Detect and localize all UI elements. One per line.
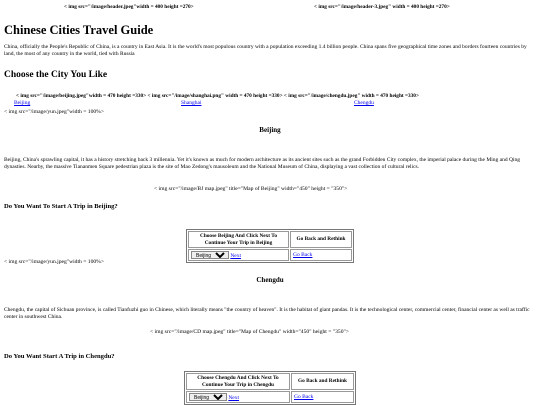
chengdu-city-select[interactable] (189, 393, 227, 401)
city-link-shanghai[interactable]: Shanghai (181, 100, 202, 106)
chengdu-table-header-choose: Choose Chengdu And Click Next To Continue Your Trip in Chengdu (186, 373, 290, 390)
city-link-chengdu[interactable]: Chengdu (354, 100, 374, 106)
beijing-table-header-choose: Choose Beijing And Click Next To Continue Your Trip in Beijing (188, 231, 289, 248)
beijing-trip-table (186, 229, 354, 263)
beijing-go-back-link[interactable]: Go Back (293, 252, 313, 258)
chengdu-table-header-back: Go Back and Rethink (291, 373, 354, 390)
chengdu-question: Do You Want Start A Trip in Chengdu? (4, 353, 115, 360)
beijing-table-back-cell (290, 249, 352, 261)
beijing-city-select[interactable] (191, 251, 229, 259)
beijing-description: Beijing, China's sprawling capital, it has a history stretching back 3 millennia. Yet it's known as much for modern architecture as its ancient sites such as the grand Forbidden City complex, the imperial palace during the Ming and Qing dynasties. Nearby, the massive Tiananmen Square pedestrian plaza is the site of Mao Zedong's mausoleum and the National Museum of China, displaying a vast collection of cultural relics. (4, 157, 520, 170)
chengdu-title: Chengdu (256, 276, 284, 284)
beijing-next-link[interactable]: Next (230, 253, 242, 259)
beijing-table-controls (188, 249, 289, 261)
beijing-question: Do You Want To Start A Trip in Beijing? (4, 203, 118, 210)
page-title: Chinese Cities Travel Guide (4, 23, 154, 37)
beijing-map-placeholder: < img src="/image/BJ map.jpeg" title="Map of Beijing" width="450" height = "350"> (154, 186, 348, 192)
beijing-title: Beijing (259, 126, 281, 134)
chengdu-table-back-cell (291, 391, 354, 403)
chengdu-yun-image-placeholder: < img src="/image/yun.jpeg"width = 100%> (4, 259, 104, 265)
chengdu-next-link[interactable]: Next (228, 395, 240, 401)
beijing-yun-image-placeholder: < img src="/image/yun.jpeg"width = 100%> (4, 109, 104, 115)
header-image-left: < img src="/image/header.jpeg"width = 400 height =270> (64, 4, 194, 10)
chengdu-trip-table (184, 371, 356, 405)
choose-city-heading: Choose the City You Like (4, 70, 108, 80)
chengdu-table-controls (186, 391, 290, 403)
chengdu-description: Chengdu, the capital of Sichuan province, is called Tianfuzhi guo in Chinese, which literally means "the country of heaven". It is the habitat of giant pandas. It is the technological center, commercial center, financial center as well as traffic center in southwest China. (4, 307, 530, 320)
city-images-placeholder: < img src="/image/beijing.jpeg"width = 470 height =330> < img src="/image/shanghai.png" width = 470 height =330> < img src="/image/chengdu.jpeg" width = 470 height =330> (16, 93, 419, 99)
city-link-beijing[interactable]: Beijing (14, 100, 31, 106)
intro-paragraph: China, officially the People's Republic of China, is a country in East Asia. It is the world's most populous country with a population exceeding 1.4 billion people. China spans five geographical time zones and borders fourteen countries by land, the most of any country in the world, tied with Russia (4, 44, 527, 57)
chengdu-go-back-link[interactable]: Go Back (294, 394, 314, 400)
beijing-table-header-back: Go Back and Rethink (290, 231, 352, 248)
chengdu-map-placeholder: < img src="/image/CD map.jpeg" title="Map of Chengdu" width="450" height = "350"> (150, 329, 349, 335)
header-image-right: < img src="/image/header-3.jpeg" width = 400 height =270> (314, 4, 450, 10)
